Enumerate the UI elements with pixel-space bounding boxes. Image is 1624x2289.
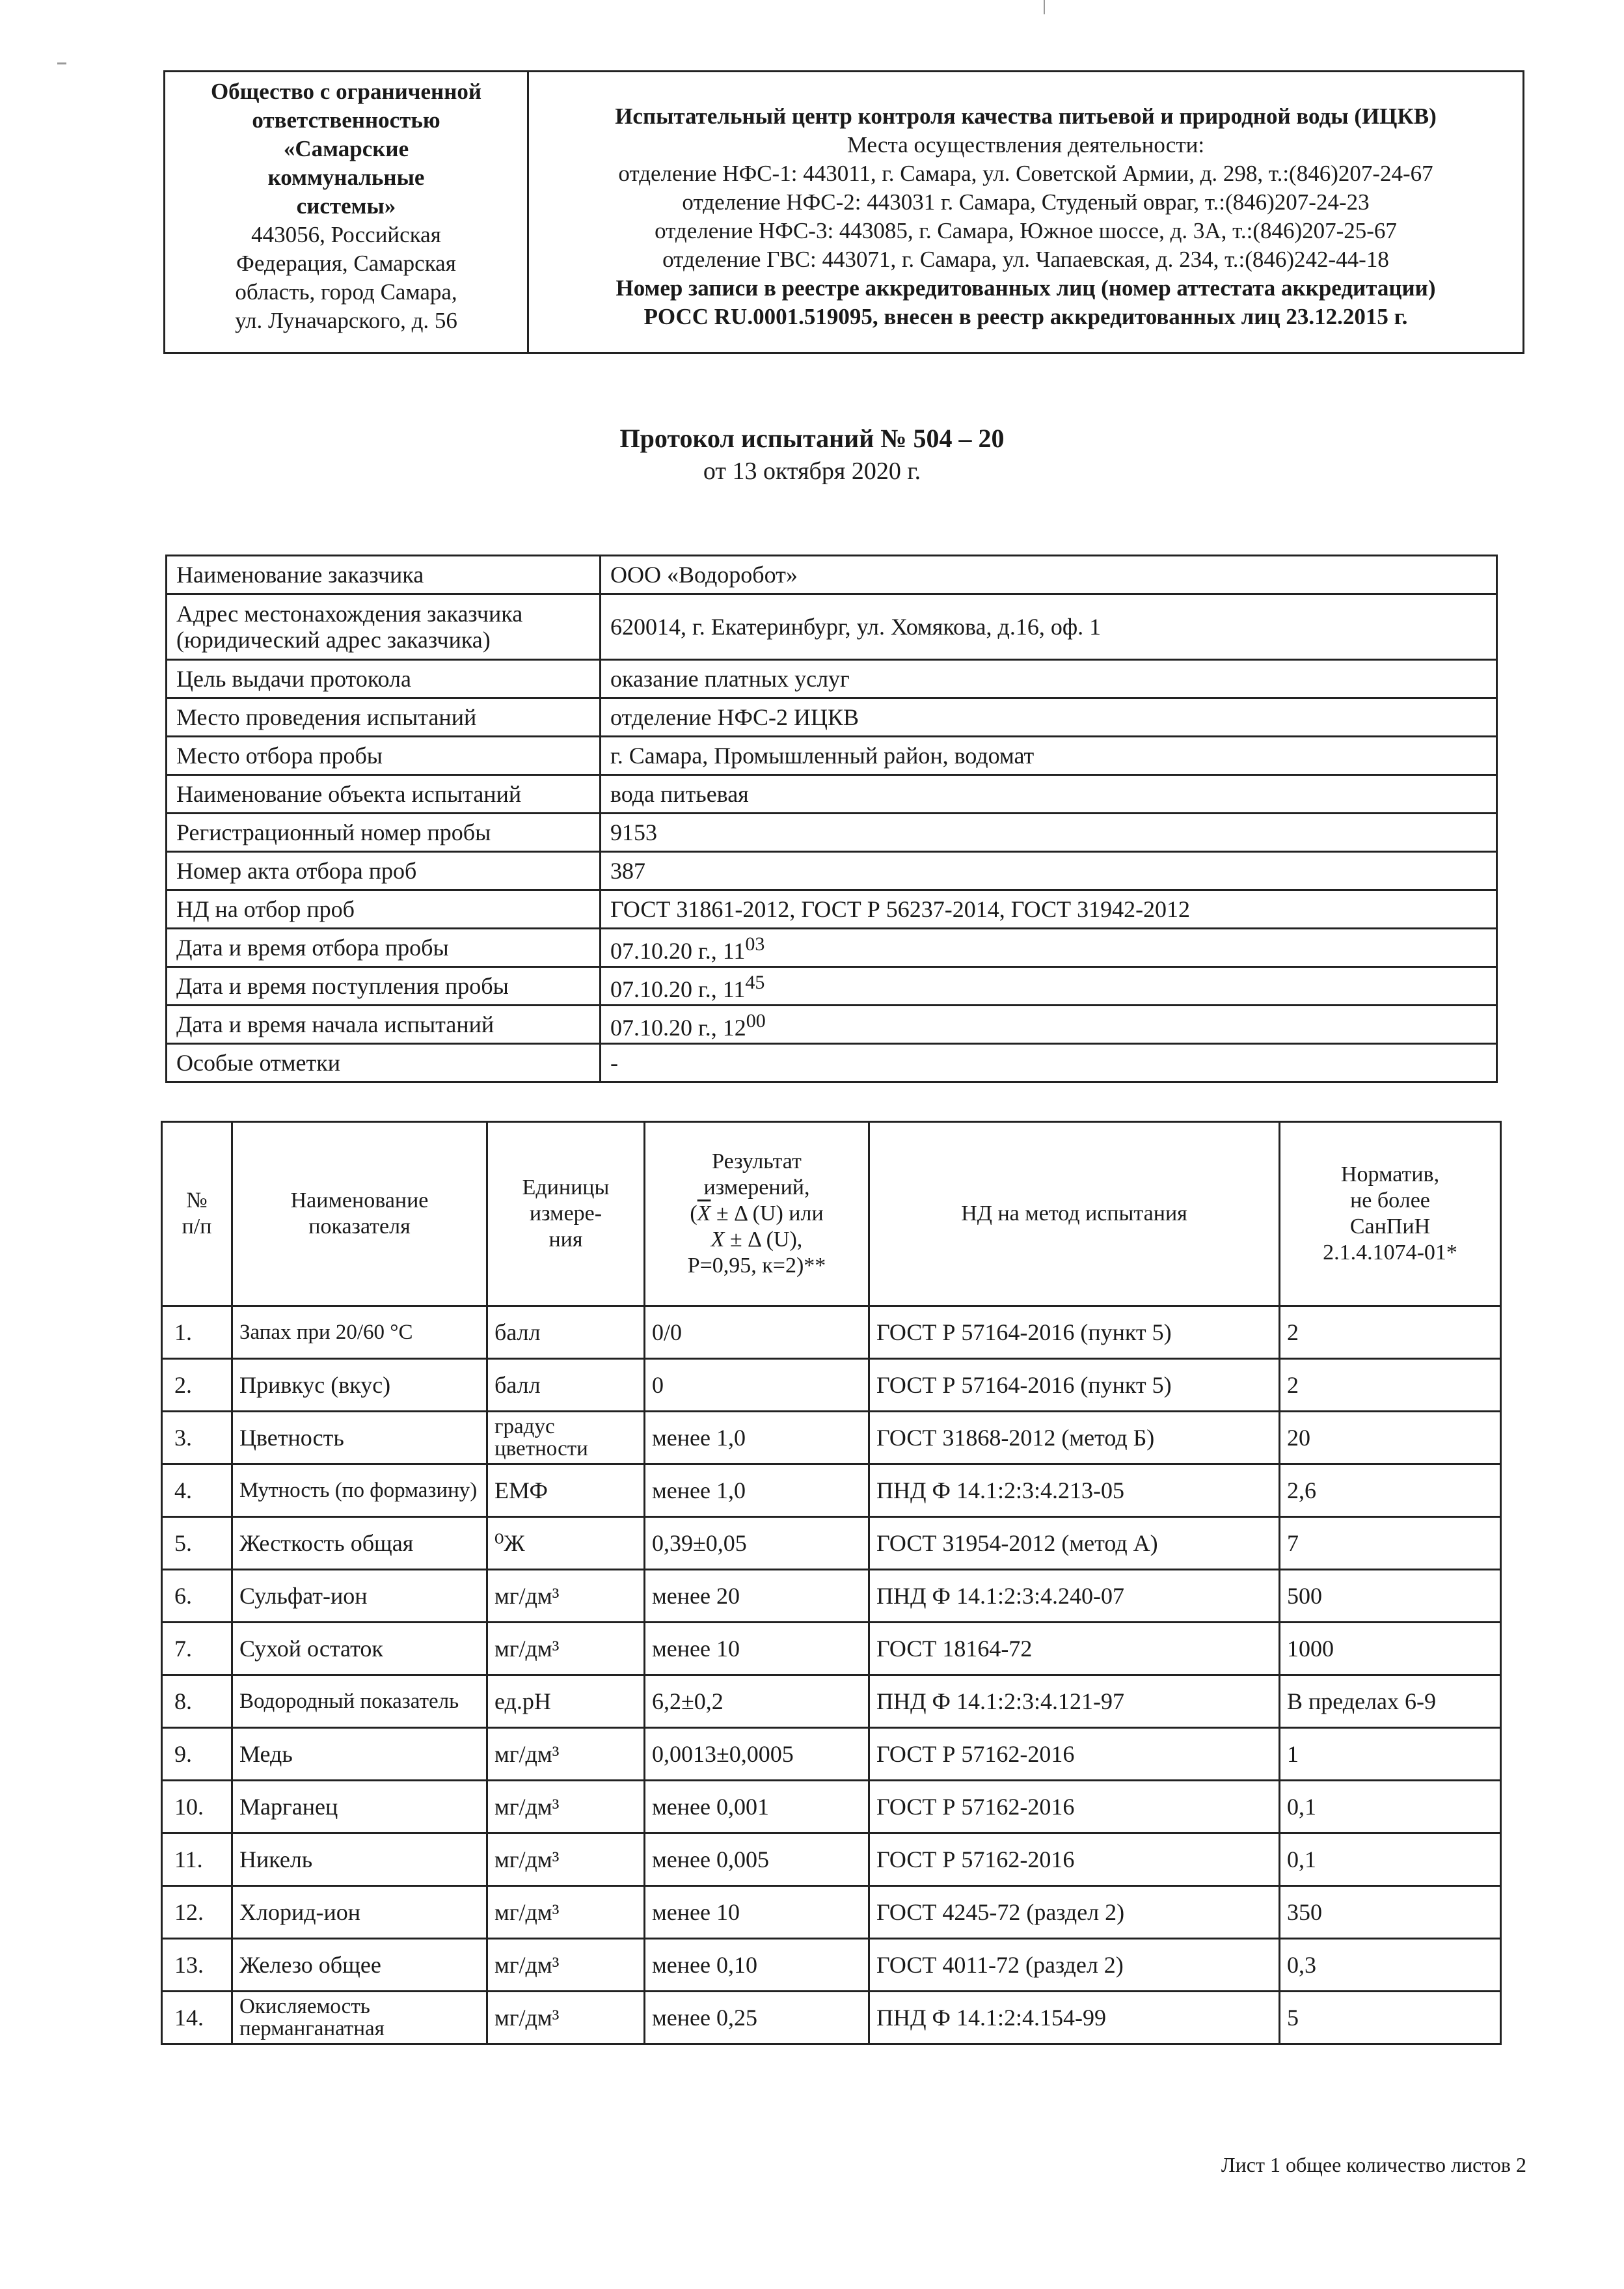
datetime-text: 07.10.20 г., 12 [610,1015,746,1041]
header-line: Единицы [522,1175,610,1199]
cell-result: 0 [645,1359,869,1412]
info-value: 9153 [601,814,1497,852]
org-address-line: область, город Самара, [235,279,457,305]
info-row [167,698,1497,737]
header-line: измерений, [703,1175,810,1199]
cell-name: Привкус (вкус) [232,1359,487,1412]
datetime-text: 07.10.20 г., 11 [610,976,746,1002]
cell-name: Окисляемость перманганатная [232,1992,487,2044]
cell-norm: 350 [1280,1886,1501,1939]
places-label: Места осуществления деятельности: [846,132,1205,158]
info-row [167,775,1497,814]
info-value: 620014, г. Екатеринбург, ул. Хомякова, д.16, оф. 1 [601,594,1497,660]
cell-method: ПНД Ф 14.1:2:3:4.240-07 [869,1570,1280,1623]
cell-norm: 0,1 [1280,1781,1501,1833]
cell-unit: ⁰Ж [487,1517,645,1570]
cell-method: ГОСТ 31954-2012 (метод А) [869,1517,1280,1570]
cell-method: ГОСТ Р 57162-2016 [869,1781,1280,1833]
cell-norm: 1000 [1280,1623,1501,1675]
info-label: Место проведения испытаний [167,698,601,737]
cell-method: ГОСТ 4011-72 (раздел 2) [869,1939,1280,1992]
cell-unit: ЕМФ [487,1464,645,1517]
col-header-result [645,1122,869,1306]
cell-norm: 0,3 [1280,1939,1501,1992]
info-value: ООО «Водоробот» [601,556,1497,594]
info-label: Дата и время начала испытаний [167,1006,601,1044]
cell-n: 9. [162,1728,232,1781]
header-line: не более [1350,1188,1430,1213]
cell-result: менее 10 [645,1886,869,1939]
header-line: Результат [712,1149,802,1173]
header-part: ± Δ (U) или [710,1201,824,1226]
scan-speck [57,62,66,64]
branch-line: отделение НФС-1: 443011, г. Самара, ул. Советской Армии, д. 298, т.:(846)207-24-67 [618,161,1433,186]
header-part: ± Δ (U), [724,1227,803,1252]
header-line: Норматив, [1340,1162,1440,1186]
cell-unit: мг/дм³ [487,1992,645,2044]
info-row [167,814,1497,852]
cell-result: менее 0,25 [645,1992,869,2044]
cell-method: ГОСТ 4245-72 (раздел 2) [869,1886,1280,1939]
cell-unit: мг/дм³ [487,1939,645,1992]
info-label: Место отбора пробы [167,737,601,775]
info-label: Номер акта отбора проб [167,852,601,890]
cell-unit: мг/дм³ [487,1781,645,1833]
cell-result: менее 0,001 [645,1781,869,1833]
cell-name: Медь [232,1728,487,1781]
cell-norm: 7 [1280,1517,1501,1570]
col-header-norm [1280,1122,1501,1306]
cell-norm: 5 [1280,1992,1501,2044]
cell-name: Никель [232,1833,487,1886]
col-header-method: НД на метод испытания [869,1122,1280,1306]
cell-n: 11. [162,1833,232,1886]
cell-result: 6,2±0,2 [645,1675,869,1728]
header-line [649,1227,864,1253]
info-value [601,1006,1497,1044]
cell-result: менее 1,0 [645,1412,869,1464]
cell-method: ГОСТ 18164-72 [869,1623,1280,1675]
protocol-title: Протокол испытаний № 504 – 20 [619,424,1005,453]
info-value: г. Самара, Промышленный район, водомат [601,737,1497,775]
cell-n: 7. [162,1623,232,1675]
info-label: Наименование объекта испытаний [167,775,601,814]
org-cell [165,72,528,353]
cell-name: Марганец [232,1781,487,1833]
cell-name: Запах при 20/60 °С [232,1306,487,1359]
cell-unit: мг/дм³ [487,1728,645,1781]
info-value: отделение НФС-2 ИЦКВ [601,698,1497,737]
table-row [162,1728,1501,1781]
cell-n: 13. [162,1939,232,1992]
cell-name: Жесткость общая [232,1517,487,1570]
info-value: 387 [601,852,1497,890]
cell-method: ГОСТ Р 57164-2016 (пункт 5) [869,1306,1280,1359]
minutes-sup: 45 [745,972,765,993]
header-line: п/п [182,1214,212,1239]
org-name-line: «Самарские [283,136,409,161]
info-value: ГОСТ 31861-2012, ГОСТ Р 56237-2014, ГОСТ 31942-2012 [601,890,1497,929]
header-line: показателя [308,1214,411,1239]
table-row [162,1781,1501,1833]
table-row [162,1570,1501,1623]
info-row [167,737,1497,775]
header-part: ( [690,1201,697,1226]
cell-unit: мг/дм³ [487,1833,645,1886]
cell-n: 12. [162,1886,232,1939]
cell-norm: 2,6 [1280,1464,1501,1517]
x-mean-symbol: $\overline{X}$ [697,1201,711,1226]
info-value [601,967,1497,1006]
info-value [601,929,1497,967]
cell-n: 4. [162,1464,232,1517]
protocol-date: от 13 октября 2020 г. [703,458,921,485]
cell-result: менее 0,10 [645,1939,869,1992]
cell-n: 8. [162,1675,232,1728]
info-row [167,967,1497,1006]
info-label: Наименование заказчика [167,556,601,594]
org-name-line: Общество с ограниченной [210,79,482,104]
info-row [167,556,1497,594]
accreditation-line: РОСС RU.0001.519095, внесен в реестр аккредитованных лиц 23.12.2015 г. [643,304,1408,329]
org-name-line: ответственностью [252,107,440,133]
cell-unit: мг/дм³ [487,1886,645,1939]
header-line: ния [548,1227,583,1252]
cell-name: Сухой остаток [232,1623,487,1675]
page-footer: Лист 1 общее количество листов 2 [1221,2153,1526,2176]
cell-unit: градус цветности [487,1412,645,1464]
cell-unit: ед.pH [487,1675,645,1728]
cell-name: Железо общее [232,1939,487,1992]
header-line: 2.1.4.1074-01* [1323,1240,1457,1265]
col-header-unit [487,1122,645,1306]
org-name-line: системы» [296,193,396,219]
org-address-line: ул. Луначарского, д. 56 [235,308,457,333]
cell-norm: 20 [1280,1412,1501,1464]
x-symbol: X [710,1227,725,1252]
org-name-line: коммунальные [267,165,425,190]
table-row [162,1359,1501,1412]
table-row [162,1886,1501,1939]
info-row [167,594,1497,660]
info-row [167,1006,1497,1044]
results-header-row [162,1122,1501,1306]
info-table [165,555,1498,1083]
header-block [163,70,1524,354]
scan-speck [1044,0,1045,14]
cell-n: 10. [162,1781,232,1833]
info-value: вода питьевая [601,775,1497,814]
cell-n: 14. [162,1992,232,2044]
org-address-line: 443056, Российская [251,222,441,247]
table-row [162,1992,1501,2044]
info-row [167,852,1497,890]
header-line: № [186,1188,208,1213]
cell-n: 2. [162,1359,232,1412]
cell-name: Хлорид-ион [232,1886,487,1939]
cell-norm: 500 [1280,1570,1501,1623]
cell-norm: 2 [1280,1306,1501,1359]
header-line: P=0,95, к=2)** [687,1254,826,1278]
col-header-num [162,1122,232,1306]
info-label-line: (юридический адрес заказчика) [176,627,491,653]
info-label: Регистрационный номер пробы [167,814,601,852]
cell-norm: 1 [1280,1728,1501,1781]
accreditation-line: Номер записи в реестре аккредитованных лиц (номер аттестата аккредитации) [616,275,1436,301]
table-row [162,1464,1501,1517]
branch-line: отделение НФС-2: 443031 г. Самара, Студеный овраг, т.:(846)207-24-23 [682,189,1370,215]
info-label: Особые отметки [167,1044,601,1082]
cell-name: Водородный показатель [232,1675,487,1728]
info-row [167,1044,1497,1082]
info-row [167,660,1497,698]
table-row [162,1412,1501,1464]
datetime-text: 07.10.20 г., 11 [610,938,746,964]
cell-result: 0,0013±0,0005 [645,1728,869,1781]
info-row [167,890,1497,929]
cell-result: менее 20 [645,1570,869,1623]
cell-method: ПНД Ф 14.1:2:4.154-99 [869,1992,1280,2044]
header-line: Наименование [290,1188,429,1213]
center-title: Испытательный центр контроля качества питьевой и природной воды (ИЦКВ) [615,103,1437,129]
cell-method: ГОСТ 31868-2012 (метод Б) [869,1412,1280,1464]
branch-line: отделение ГВС: 443071, г. Самара, ул. Чапаевская, д. 234, т.:(846)242-44-18 [662,247,1389,272]
cell-unit: балл [487,1306,645,1359]
results-table [161,1121,1502,2045]
col-header-name [232,1122,487,1306]
cell-name: Сульфат-ион [232,1570,487,1623]
cell-norm: 0,1 [1280,1833,1501,1886]
cell-n: 5. [162,1517,232,1570]
cell-result: менее 10 [645,1623,869,1675]
org-address-line: Федерация, Самарская [236,251,456,276]
info-label [167,594,601,660]
cell-result: менее 1,0 [645,1464,869,1517]
info-value: оказание платных услуг [601,660,1497,698]
cell-result: 0,39±0,05 [645,1517,869,1570]
minutes-sup: 00 [746,1010,766,1032]
info-label: Цель выдачи протокола [167,660,601,698]
info-label: НД на отбор проб [167,890,601,929]
cell-method: ПНД Ф 14.1:2:3:4.121-97 [869,1675,1280,1728]
info-label-line: Адрес местонахождения заказчика [176,601,523,627]
cell-name: Цветность [232,1412,487,1464]
cell-n: 1. [162,1306,232,1359]
cell-unit: мг/дм³ [487,1570,645,1623]
cell-method: ГОСТ Р 57164-2016 (пункт 5) [869,1359,1280,1412]
cell-norm: 2 [1280,1359,1501,1412]
header-line: измере- [529,1201,602,1226]
cell-result: менее 0,005 [645,1833,869,1886]
table-row [162,1623,1501,1675]
info-label: Дата и время отбора пробы [167,929,601,967]
info-value: - [601,1044,1497,1082]
cell-method: ПНД Ф 14.1:2:3:4.213-05 [869,1464,1280,1517]
cell-unit: мг/дм³ [487,1623,645,1675]
table-row [162,1939,1501,1992]
minutes-sup: 03 [745,933,765,955]
cell-method: ГОСТ Р 57162-2016 [869,1833,1280,1886]
cell-norm: В пределах 6-9 [1280,1675,1501,1728]
table-row [162,1517,1501,1570]
table-row [162,1306,1501,1359]
results-body [162,1306,1501,2044]
cell-name: Мутность (по формазину) [232,1464,487,1517]
cell-n: 6. [162,1570,232,1623]
info-row [167,929,1497,967]
center-cell [528,72,1524,353]
header-line [649,1201,864,1227]
branch-line: отделение НФС-3: 443085, г. Самара, Южное шоссе, д. 3А, т.:(846)207-25-67 [655,218,1397,243]
cell-unit: балл [487,1359,645,1412]
table-row [162,1833,1501,1886]
table-row [162,1675,1501,1728]
cell-result: 0/0 [645,1306,869,1359]
header-line: СанПиН [1349,1214,1431,1239]
info-label: Дата и время поступления пробы [167,967,601,1006]
cell-n: 3. [162,1412,232,1464]
cell-method: ГОСТ Р 57162-2016 [869,1728,1280,1781]
